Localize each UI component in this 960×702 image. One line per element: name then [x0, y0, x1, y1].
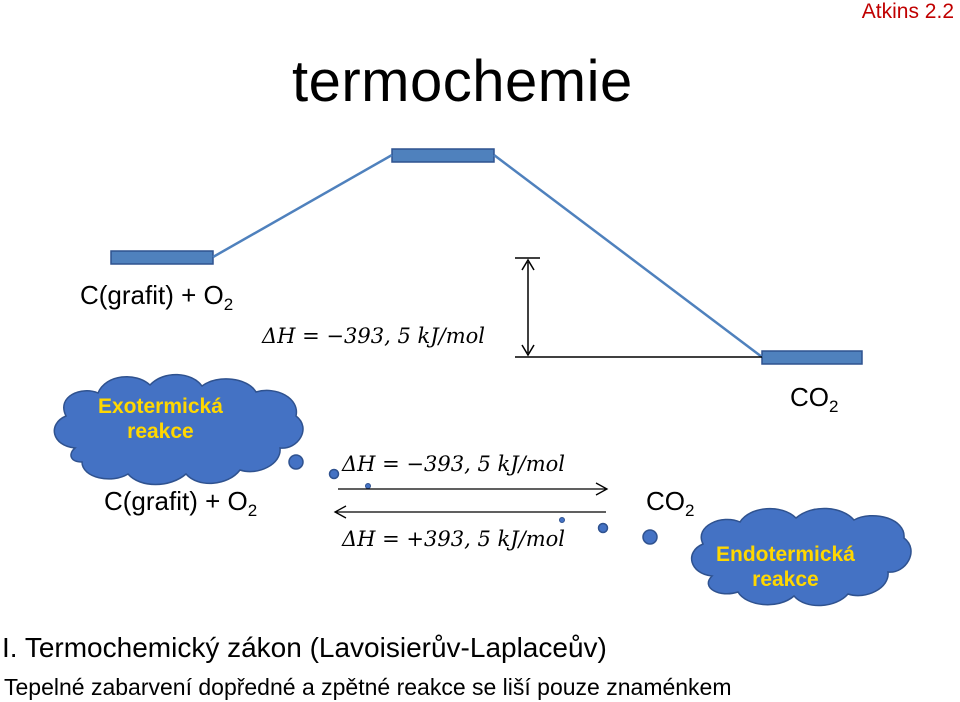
level-product	[762, 351, 862, 364]
diagram-product-label: $CO_2$	[790, 382, 839, 416]
endothermic-label: Endotermická reakce	[716, 543, 855, 591]
path-fall	[494, 155, 762, 357]
scheme-product-label: $CO_2$	[646, 486, 695, 520]
level-transition	[392, 149, 494, 162]
endothermic-cloud-tail-medium	[599, 524, 608, 533]
reverse-delta-h-label: ΔH = +393, 5 kJ/mol	[342, 527, 565, 551]
diagram-reactants-label: C(grafit) + $O_2$	[80, 280, 234, 314]
exothermic-cloud-tail-small	[366, 484, 371, 489]
exothermic-cloud-tail-large	[289, 455, 303, 469]
endothermic-cloud-tail-large	[643, 530, 657, 544]
level-reactants	[111, 251, 213, 264]
endothermic-cloud-tail-small	[560, 518, 565, 523]
diagram-delta-h-label: ΔH = −393, 5 kJ/mol	[262, 324, 485, 348]
forward-delta-h-label: ΔH = −393, 5 kJ/mol	[342, 452, 565, 476]
path-rise	[213, 155, 392, 257]
law-note: Tepelné zabarvení dopředné a zpětné reakce se liší pouze znaménkem	[4, 674, 732, 700]
page-title: termochemie	[292, 49, 633, 114]
exothermic-label: Exotermická reakce	[98, 395, 223, 443]
law-title: I. Termochemický zákon (Lavoisierův-Laplaceův)	[2, 632, 607, 663]
exothermic-cloud-tail-medium	[330, 470, 339, 479]
scheme-reactants-label: C(grafit) + $O_2$	[104, 486, 258, 520]
reference-label: Atkins 2.2	[861, 0, 954, 23]
